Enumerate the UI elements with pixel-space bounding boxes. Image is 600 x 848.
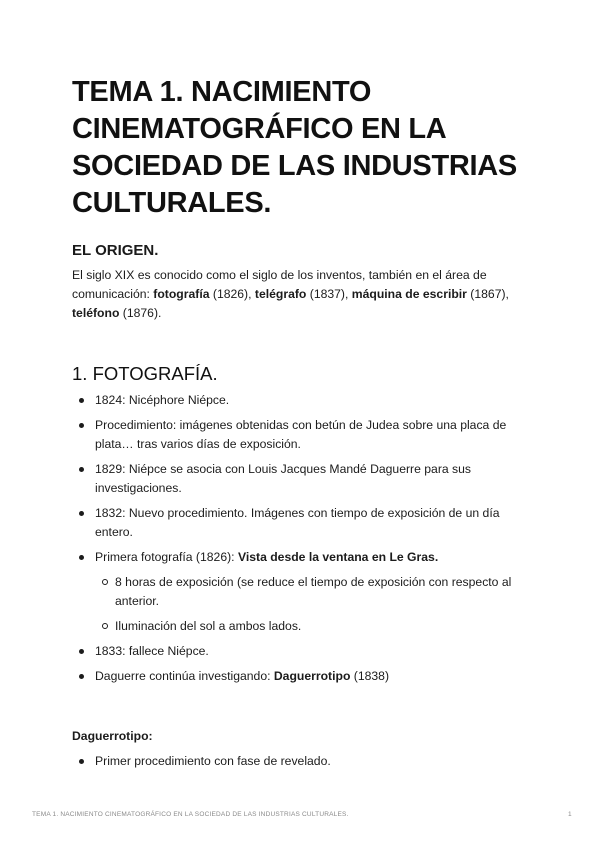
year-1837: (1837), bbox=[306, 287, 352, 301]
sub-list-item: Iluminación del sol a ambos lados. bbox=[72, 617, 532, 636]
year-1867: (1867), bbox=[466, 287, 509, 301]
list-item: Procedimiento: imágenes obtenidas con betún de Judea sobre una placa de plata… tras varios días de exposición. bbox=[72, 416, 532, 454]
sub-list-item: 8 horas de exposición (se reduce el tiempo de exposición con respecto al anterior. bbox=[72, 573, 532, 611]
list-item-bold: Vista desde la ventana en Le Gras. bbox=[237, 550, 439, 564]
section-heading-origen: EL ORIGEN. bbox=[72, 242, 159, 259]
list-item bbox=[72, 548, 532, 567]
section-heading-fotografia: 1. FOTOGRAFÍA. bbox=[72, 363, 218, 384]
subheading-daguerrotipo: Daguerrotipo: bbox=[72, 729, 153, 743]
year-1876: (1876). bbox=[119, 306, 162, 320]
daguerrotipo-list bbox=[72, 752, 532, 777]
footer-title: TEMA 1. NACIMIENTO CINEMATOGRÁFICO EN LA SOCIEDAD DE LAS INDUSTRIAS CULTURALES. bbox=[32, 811, 349, 818]
invention-maquina-escribir: máquina de escribir bbox=[351, 287, 467, 301]
year-1826: (1826), bbox=[209, 287, 255, 301]
list-item: 1824: Nicéphore Niépce. bbox=[72, 391, 532, 410]
list-item bbox=[72, 667, 532, 686]
list-item: 1829: Niépce se asocia con Louis Jacques Mandé Daguerre para sus investigaciones. bbox=[72, 460, 532, 498]
list-item-bold: Daguerrotipo bbox=[273, 669, 351, 683]
invention-telegrafo: telégrafo bbox=[254, 287, 307, 301]
page-number: 1 bbox=[568, 811, 572, 818]
fotografia-list bbox=[72, 391, 532, 692]
page-title: TEMA 1. NACIMIENTO CINEMATOGRÁFICO EN LA SOCIEDAD DE LAS INDUSTRIAS CULTURALES. bbox=[72, 76, 517, 219]
list-item-text: Daguerre continúa investigando: bbox=[95, 669, 274, 683]
list-item: 1833: fallece Niépce. bbox=[72, 642, 532, 661]
invention-telefono: teléfono bbox=[72, 306, 120, 320]
origen-paragraph bbox=[72, 266, 532, 323]
list-item-text: (1838) bbox=[350, 669, 390, 683]
list-item: 1832: Nuevo procedimiento. Imágenes con tiempo de exposición de un día entero. bbox=[72, 504, 532, 542]
invention-fotografia: fotografía bbox=[153, 287, 210, 301]
origen-text: El siglo XIX es conocido como el siglo de los inventos, también en el área de comunicación: bbox=[72, 268, 487, 301]
list-item-text: Primera fotografía (1826): bbox=[95, 550, 238, 564]
list-item: Primer procedimiento con fase de revelado. bbox=[72, 752, 532, 771]
